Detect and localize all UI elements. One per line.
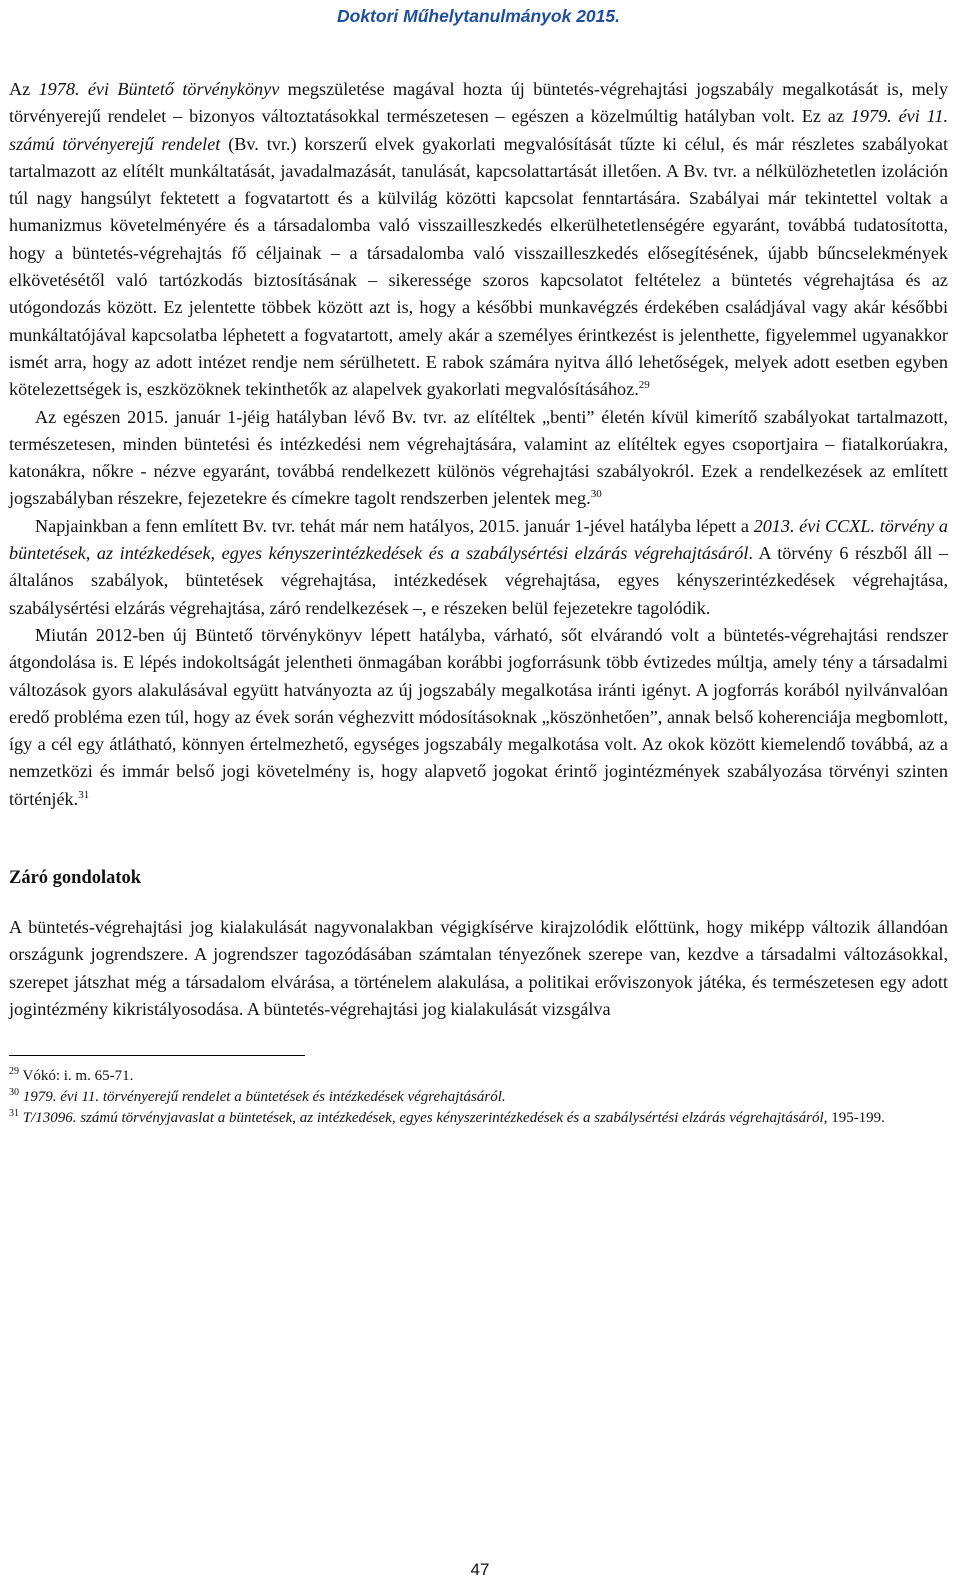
footnote-29 [9, 1066, 948, 1086]
footnote-ref-30[interactable]: 30 [590, 488, 602, 501]
p2-text: Az egészen 2015. január 1-jéig hatályban lévő Bv. tvr. az elítéltek „benti” életén kívül kimerítő szabályokat tartalmazott, természetesen, minden büntetési és intézkedési nem végrehajtására, valamint az elítéltek egyes csoportjaira – fiatalkorúakra, katonákra, nőkre - nézve egyaránt, továbbá rendelkezett különös végrehajtási szabályokról. Ezek a rendelkezések az említett jogszabályban részekre, fejezetekre és címekre tagolt rendszerben jelentek meg. [9, 406, 948, 509]
running-header: Doktori Műhelytanulmányok 2015. [337, 6, 620, 26]
p3-text-a: Napjainkban a fenn említett Bv. tvr. tehát már nem hatályos, 2015. január 1-jével hatályba lépett a [35, 515, 754, 536]
p1-italic-tvr: 1979. évi 11. számú törvényerejű rendelet [9, 106, 949, 154]
footnote-text-rest: , 195-199. [823, 1110, 885, 1127]
paragraph-4 [9, 622, 948, 813]
p3-text-c: . A törvény 6 részből áll – általános szabályok, büntetések végrehajtása, intézkedések végrehajtása, egyes kényszerintézkedések végrehajtása, szabálysértési elzárás végrehajtása, záró rendelkezések –, e részeken belül fejezetekre tagolódik. [9, 543, 948, 618]
section-heading: Záró gondolatok [9, 868, 142, 889]
paragraph-5: A büntetés-végrehajtási jog kialakulását nagyvonalakban végigkísérve kirajzolódik előttünk, hogy miképp változik állandóan országunk jogrendszere. A jogrendszer tagozódásában számtalan tényezőnek szerepe van, kezdve a társadalmi változásokkal, szerepet játszhat még a társadalom elvárása, a történelem alakulása, a politikai erőviszonyok játéka, és természetesen egy adott jogintézmény kikristályosodása. A büntetés-végrehajtási jog kialakulását vizsgálva [9, 917, 948, 1019]
footnote-ref-31[interactable]: 31 [78, 788, 90, 801]
p1-text-a: Az [9, 79, 39, 99]
footnote-separator [9, 1055, 305, 1056]
footnote-num: 29 [9, 1066, 19, 1078]
p1-text-c: megszületése magával hozta új büntetés-végrehajtási jogszabály megalkotását is, mely törvényerejű rendelet – bizonyos változtatásokkal természetesen – egészen a közelmúltig hatályban volt. Ez az [9, 79, 948, 127]
p4-text: Miután 2012-ben új Büntető törvénykönyv lépett hatályba, várható, sőt elvárandó volt a büntetés-végrehajtási rendszer átgondolása is. E lépés indokoltságát jelentheti önmagában korábbi jogforrásunk több évtizedes múltja, amely tény a társadalmi változások gyors alakulásával együtt hatványozta az új jogszabály megalkotása iránti igényt. A jogforrás korából nyilvánvalóan eredő probléma ezen túl, hogy az évek során véghezvitt módosításoknak „köszönhetően”, annak belső koherenciája megbomlott, így a cél egy átlátható, könnyen értelmezhető, egységes jogszabály megalkotása volt. Az okok között kiemelendő továbbá, az a nemzetközi és immár belső jogi követelmény is, hogy alapvető jogokat érintő jogintézmények szabályozása törvényi szinten történjék. [9, 624, 948, 809]
footnote-num: 31 [9, 1108, 19, 1120]
footnote-31 [9, 1108, 948, 1128]
body-text [9, 76, 948, 1023]
page-number: 47 [470, 1560, 490, 1579]
paragraph-3 [9, 513, 948, 622]
footnote-text-italic: T/13096. számú törvényjavaslat a büntetések, az intézkedések, egyes kényszerintézkedések és a szabálysértési elzárás végrehajtásáról [22, 1110, 824, 1127]
paragraph-1 [9, 76, 948, 404]
footnote-num: 30 [9, 1087, 19, 1099]
p3-italic-law: 2013. évi CCXL. törvény a büntetések, az intézkedések, egyes kényszerintézkedések és a szabálysértési elzárás végrehajtásáról [9, 515, 948, 564]
footnote-ref-29[interactable]: 29 [638, 379, 650, 392]
p1-italic-btk: 1978. évi Büntető törvénykönyv [38, 79, 280, 99]
footnotes [9, 1066, 948, 1128]
footnote-30 [9, 1087, 948, 1107]
footnote-text: 1979. évi 11. törvényerejű rendelet a büntetések és intézkedések végrehajtásáról. [22, 1089, 506, 1106]
footnote-text: Vókó: i. m. 65-71. [22, 1068, 134, 1085]
paragraph-2 [9, 404, 948, 513]
p1-text-e: (Bv. tvr.) korszerű elvek gyakorlati megvalósítását tűzte ki célul, és már részletes szabályokat tartalmazott az elítélt munkáltatását, javadalmazását, tanulását, kapcsolattartását illetően. A Bv. tvr. a nélkülözhetetlen izoláción túl nagy hangsúlyt fektetett a fogvatartott és a külvilág közötti kapcsolat fenntartására. Szabályai már tekintettel voltak a humanizmus követelményére és a társadalomba való visszailleszkedés elkerülhetetlenségére egyaránt, továbbá tudatosította, hogy a büntetés-végrehajtás fő céljainak – a társadalomba való visszailleszkedés elősegítésének, újabb bűncselekmények elkövetésétől való tartózkodás biztosításának – sikeressége szoros kapcsolatot feltételez a büntetés végrehajtása és az utógondozás között. Ez jelentette többek között azt is, hogy a későbbi munkavégzés érdekében családjával vagy akár későbbi munkáltatójával kapcsolatba léphetett a fogvatartott, amely akár a személyes érintkezést is jelenthette, figyelemmel ugyanakkor ismét arra, hogy az adott intézet rendje nem sérülhetett. E rabok számára nyitva álló lehetőségek, melyek adott esetben egyben kötelezettségek is, eszközöknek tekinthetők az alapelvek gyakorlati megvalósításához. [9, 133, 949, 400]
